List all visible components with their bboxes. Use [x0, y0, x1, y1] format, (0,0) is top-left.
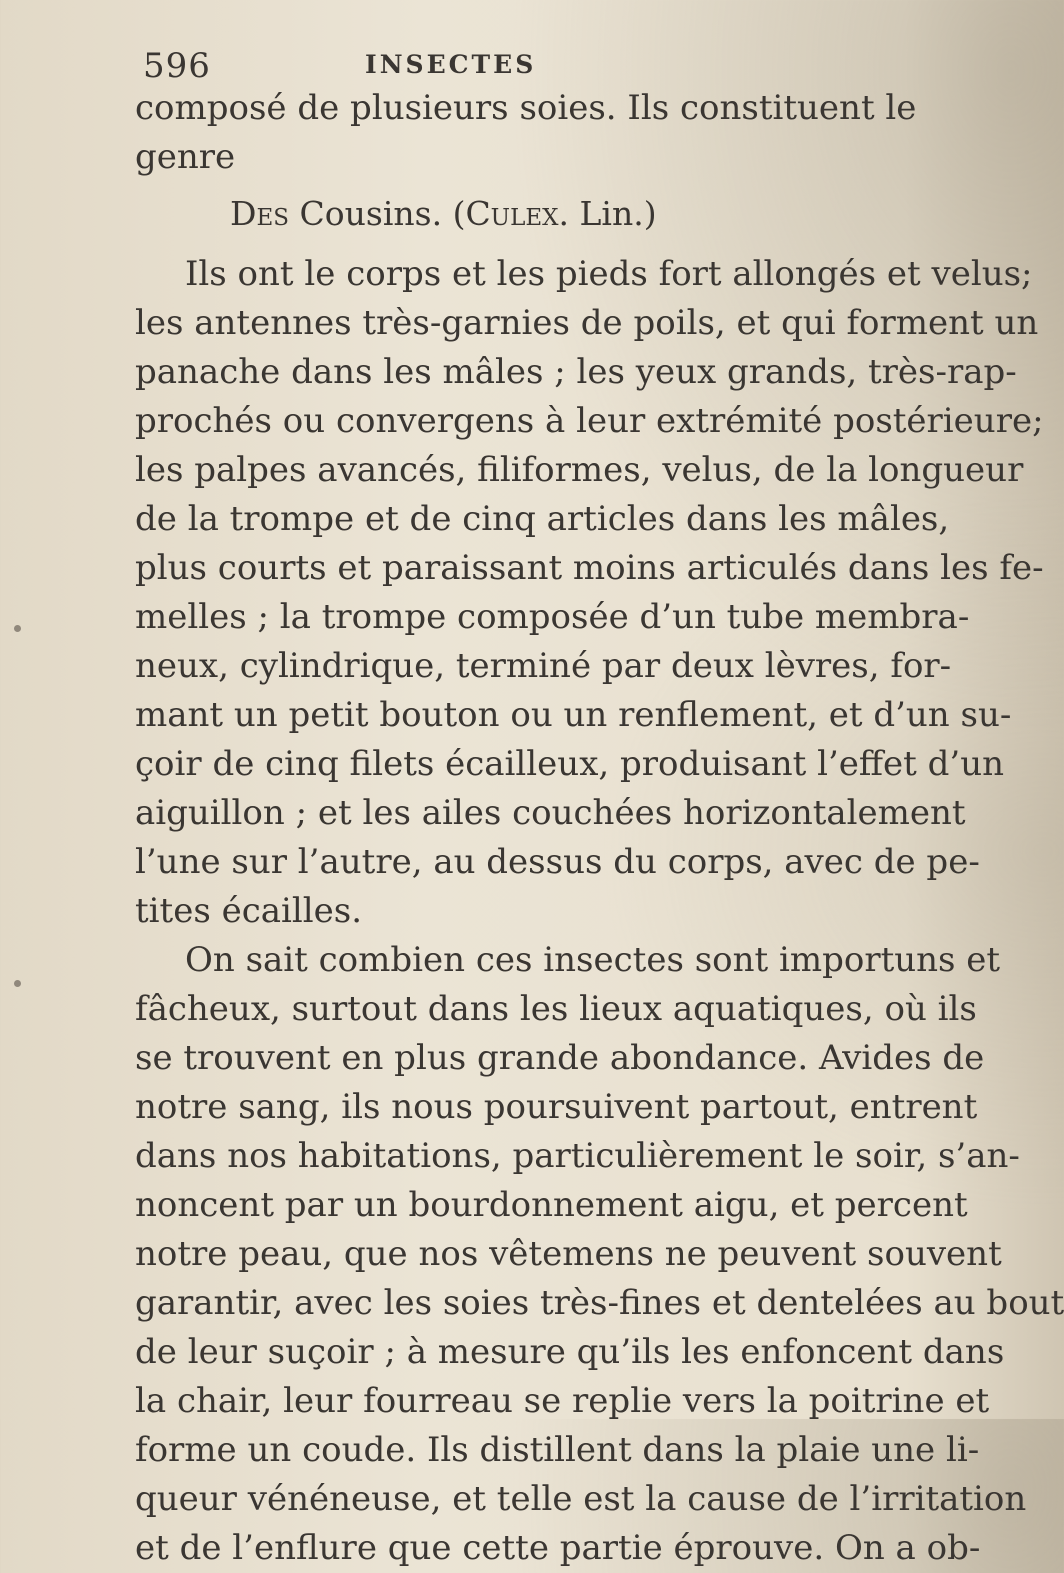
- text-line: garantir, avec les soies très-fines et dentelées au bout: [135, 1283, 1064, 1323]
- text-line: mant un petit bouton ou un renflement, et d’un su-: [135, 695, 1012, 735]
- heading-authority: Lin.): [579, 194, 657, 233]
- opening-text: [135, 84, 917, 182]
- text-line: Ils ont le corps et les pieds fort allongés et velus;: [185, 254, 1033, 294]
- text-line: genre: [135, 137, 236, 177]
- margin-mark: [14, 625, 21, 632]
- page-number: 596: [143, 46, 211, 86]
- text-line: et de l’enflure que cette partie éprouve. On a ob-: [135, 1528, 981, 1568]
- text-line: la chair, leur fourreau se replie vers la poitrine et: [135, 1381, 990, 1421]
- text-line: noncent par un bourdonnement aigu, et percent: [135, 1185, 968, 1225]
- text-line: prochés ou convergens à leur extrémité postérieure;: [135, 401, 1044, 441]
- text-line: neux, cylindrique, terminé par deux lèvres, for-: [135, 646, 952, 686]
- section-heading: [135, 186, 795, 242]
- text-line: On sait combien ces insectes sont importuns et: [185, 940, 1001, 980]
- text-line: tites écailles.: [135, 891, 363, 931]
- text-line: çoir de cinq filets écailleux, produisant l’effet d’un: [135, 744, 1005, 784]
- text-line: composé de plusieurs soies. Ils constituent le: [135, 88, 917, 128]
- text-line: notre peau, que nos vêtemens ne peuvent souvent: [135, 1234, 1002, 1274]
- running-head: [135, 42, 795, 84]
- text-line: fâcheux, surtout dans les lieux aquatiques, où ils: [135, 989, 977, 1029]
- text-line: se trouvent en plus grande abondance. Avides de: [135, 1038, 985, 1078]
- book-page: [135, 42, 1064, 1573]
- paragraph-1: [135, 250, 1044, 936]
- text-line: panache dans les mâles ; les yeux grands, très-rap-: [135, 352, 1017, 392]
- paragraph-2: [135, 936, 1064, 1573]
- text-line: de la trompe et de cinq articles dans les mâles,: [135, 499, 950, 539]
- text-line: forme un coude. Ils distillent dans la plaie une li-: [135, 1430, 980, 1470]
- text-line: les antennes très-garnies de poils, et qui forment un: [135, 303, 1039, 343]
- text-line: plus courts et paraissant moins articulés dans les fe-: [135, 548, 1044, 588]
- heading-name: Cousins.: [299, 194, 443, 233]
- running-title: INSECTES: [365, 50, 537, 79]
- heading-prefix: Des: [230, 194, 290, 233]
- margin-mark: [14, 980, 21, 987]
- text-line: queur vénéneuse, et telle est la cause de l’irritation: [135, 1479, 1027, 1519]
- text-line: les palpes avancés, filiformes, velus, de la longueur: [135, 450, 1024, 490]
- text-line: aiguillon ; et les ailes couchées horizontalement: [135, 793, 966, 833]
- text-line: notre sang, ils nous poursuivent partout, entrent: [135, 1087, 978, 1127]
- text-line: l’une sur l’autre, au dessus du corps, avec de pe-: [135, 842, 980, 882]
- heading-latin: Culex.: [465, 194, 569, 233]
- text-line: melles ; la trompe composée d’un tube membra-: [135, 597, 970, 637]
- heading-paren: (: [452, 194, 466, 233]
- text-line: dans nos habitations, particulièrement le soir, s’an-: [135, 1136, 1020, 1176]
- text-line: de leur suçoir ; à mesure qu’ils les enfoncent dans: [135, 1332, 1005, 1372]
